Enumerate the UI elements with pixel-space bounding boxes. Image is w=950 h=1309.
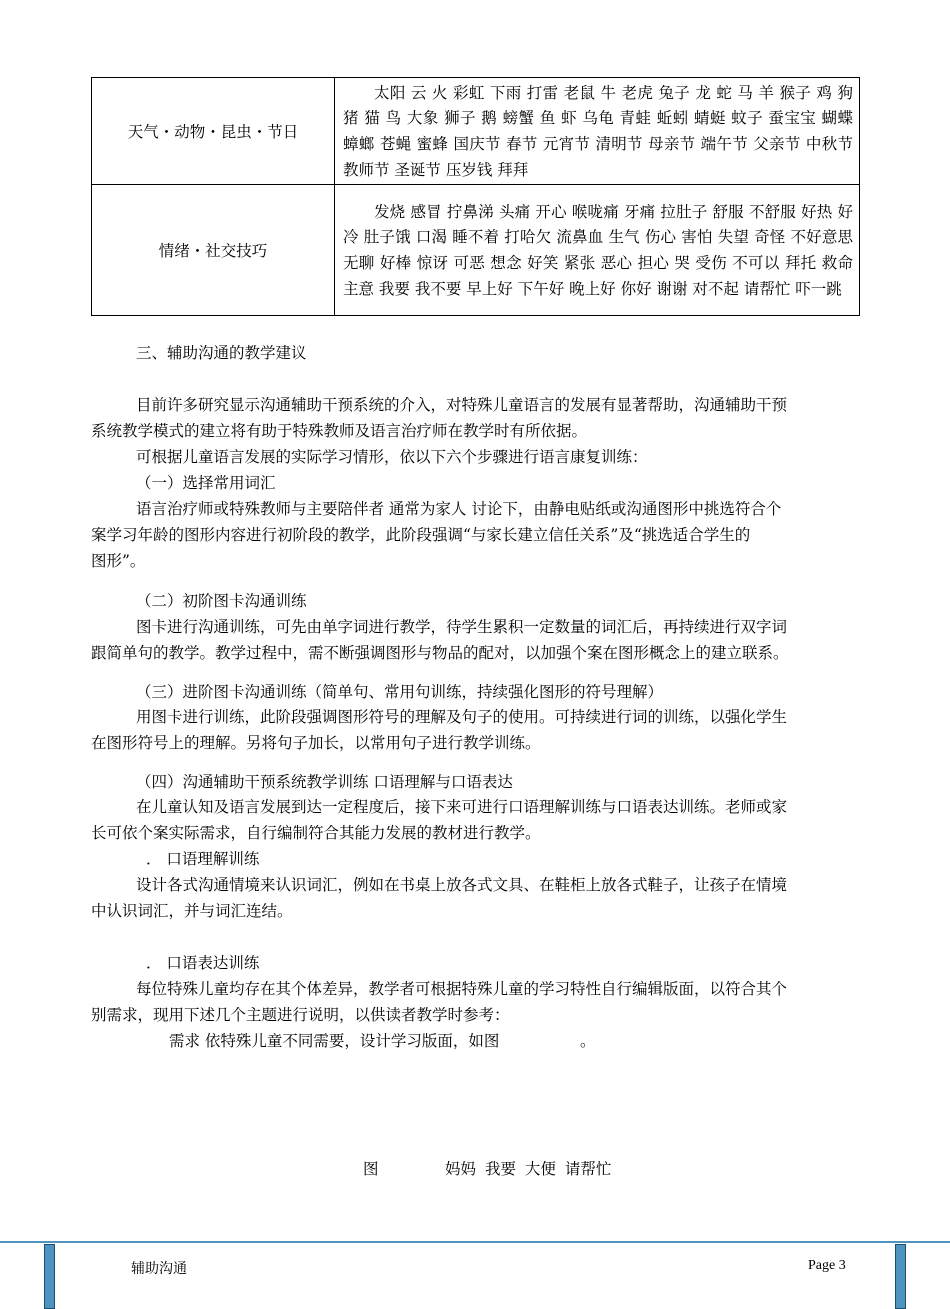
subheading: （四）沟通辅助干预系统教学训练 口语理解与口语表达 — [136, 773, 513, 791]
category-cell: 情绪・社交技巧 — [92, 185, 335, 316]
paragraph-line: 设计各式沟通情境来认识词汇，例如在书桌上放各式文具、在鞋柜上放各式鞋子，让孩子在情境 — [136, 876, 788, 894]
paragraph-line: 跟简单句的教学。教学过程中，需不断强调图形与物品的配对，以加强个案在图形概念上的建立联系。 — [91, 644, 789, 662]
paragraph-line: 系统教学模式的建立将有助于特殊教师及语言治疗师在教学时有所依据。 — [91, 422, 588, 440]
paragraph-line: 在图形符号上的理解。另将句子加长，以常用句子进行教学训练。 — [91, 734, 541, 752]
subheading: （三）进阶图卡沟通训练（简单句、常用句训练，持续强化图形的符号理解） — [136, 683, 664, 701]
words-cell: 太阳 云 火 彩虹 下雨 打雷 老鼠 牛 老虎 兔子 龙 蛇 马 羊 猴子 鸡 狗 猪 猫 鸟 大象 狮子 鹅 螃蟹 鱼 虾 乌龟 青蛙 蚯蚓 蜻蜓 蚊子 蚕宝宝 蝴蝶 蟑螂 苍蝇 蜜蜂 国庆节 春节 元宵节 清明节 母亲节 端午节 父亲节 中秋节 教师节 圣诞节 压岁钱 拜拜 — [335, 78, 860, 185]
caption-word: 大便 — [524, 1160, 556, 1178]
paragraph-line: 需求 依特殊儿童不同需要，设计学习版面，如图 — [169, 1032, 500, 1050]
vocabulary-table — [91, 77, 860, 316]
footer-rule — [0, 1241, 950, 1243]
paragraph-line: 中认识词汇，并与词汇连结。 — [91, 902, 293, 920]
subheading: （二）初阶图卡沟通训练 — [136, 592, 307, 610]
words-cell: 发烧 感冒 拧鼻涕 头痛 开心 喉咙痛 牙痛 拉肚子 舒服 不舒服 好热 好冷 肚子饿 口渴 睡不着 打哈欠 流鼻血 生气 伤心 害怕 失望 奇怪 不好意思 无聊 好棒 惊讶 可恶 想念 好笑 紧张 恶心 担心 哭 受伤 不可以 拜托 救命 主意 我要 我不要 早上好 下午好 晚上好 你好 谢谢 对不起 请帮忙 吓一跳 — [335, 185, 860, 316]
caption-word: 请帮忙 — [564, 1160, 612, 1178]
footer-right-bar — [895, 1244, 906, 1309]
paragraph-line: 案学习年龄的图形内容进行初阶段的教学，此阶段强调“与家长建立信任关系”及“挑选适合学生的 — [91, 526, 751, 544]
table-row — [92, 185, 860, 316]
page-number: Page 3 — [808, 1258, 846, 1273]
paragraph-line: 长可依个案实际需求，自行编制符合其能力发展的教材进行教学。 — [91, 824, 541, 842]
paragraph-line: 图形”。 — [91, 552, 146, 570]
bullet-heading: ． 口语理解训练 — [146, 850, 260, 868]
category-cell: 天气・动物・昆虫・节日 — [92, 78, 335, 185]
paragraph-line: 别需求，现用下述几个主题进行说明，以供读者教学时参考： — [91, 1006, 510, 1024]
section-heading: 三、辅助沟通的教学建议 — [136, 344, 307, 362]
table-row — [92, 78, 860, 185]
figure-caption — [445, 1159, 615, 1179]
footer-left-bar — [44, 1244, 55, 1309]
paragraph-line: 可根据儿童语言发展的实际学习情形，依以下六个步骤进行语言康复训练： — [136, 448, 648, 466]
paragraph-line: 每位特殊儿童均存在其个体差异，教学者可根据特殊儿童的学习特性自行编辑版面，以符合其个 — [136, 980, 788, 998]
paragraph-line: 语言治疗师或特殊教师与主要陪伴者 通常为家人 讨论下，由静电贴纸或沟通图形中挑选符合个 — [136, 500, 782, 518]
bullet-heading: ． 口语表达训练 — [146, 954, 260, 972]
paragraph-line: 。 — [580, 1032, 596, 1050]
paragraph-line: 图卡进行沟通训练，可先由单字词进行教学，待学生累积一定数量的词汇后，再持续进行双字词 — [136, 618, 788, 636]
paragraph-line: 在儿童认知及语言发展到达一定程度后，接下来可进行口语理解训练与口语表达训练。老师或家 — [136, 798, 788, 816]
caption-word: 妈妈 — [445, 1160, 477, 1178]
footer-title: 辅助沟通 — [131, 1261, 187, 1277]
paragraph-line: 目前许多研究显示沟通辅助干预系统的介入，对特殊儿童语言的发展有显著帮助，沟通辅助干预 — [136, 396, 788, 414]
subheading: （一）选择常用词汇 — [136, 474, 276, 492]
figure-caption-label: 图 — [363, 1160, 379, 1178]
paragraph-line: 用图卡进行训练，此阶段强调图形符号的理解及句子的使用。可持续进行词的训练，以强化学生 — [136, 708, 788, 726]
caption-word: 我要 — [484, 1160, 516, 1178]
